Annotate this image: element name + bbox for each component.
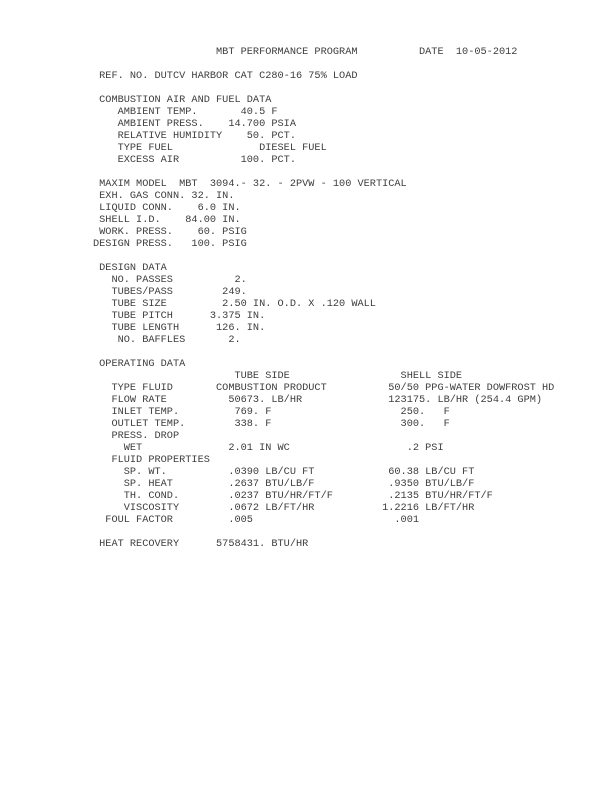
report-line: INLET TEMP. 769. F 250. F	[93, 406, 450, 418]
report-line: DESIGN DATA	[93, 262, 167, 274]
report-line: TYPE FLUID COMBUSTION PRODUCT 50/50 PPG-WATER DOWFROST HD	[93, 382, 555, 394]
report-line: AMBIENT TEMP. 40.5 F	[93, 106, 278, 118]
report-line: MBT PERFORMANCE PROGRAM DATE 10-05-2012	[93, 46, 518, 58]
report-line: COMBUSTION AIR AND FUEL DATA	[93, 94, 272, 106]
report-line	[93, 250, 554, 262]
report-line: TYPE FUEL DIESEL FUEL	[93, 142, 327, 154]
report-line	[93, 82, 554, 94]
report-line	[93, 526, 554, 538]
report-line: SP. WT. .0390 LB/CU FT 60.38 LB/CU FT	[93, 466, 475, 478]
report-line: NO. BAFFLES 2.	[93, 334, 241, 346]
report-line: PRESS. DROP	[93, 430, 180, 442]
report-line: WORK. PRESS. 60. PSIG	[93, 226, 247, 238]
report-line	[93, 166, 554, 178]
report-line: EXH. GAS CONN. 32. IN.	[93, 190, 235, 202]
report-line: TUBE LENGTH 126. IN.	[93, 322, 266, 334]
report-line: OUTLET TEMP. 338. F 300. F	[93, 418, 450, 430]
report-line	[93, 346, 554, 358]
report-line	[93, 58, 554, 70]
report-line: NO. PASSES 2.	[93, 274, 247, 286]
report-line: VISCOSITY .0672 LB/FT/HR 1.2216 LB/FT/HR	[93, 502, 475, 514]
report-line: LIQUID CONN. 6.0 IN.	[93, 202, 241, 214]
report-line: AMBIENT PRESS. 14.700 PSIA	[93, 118, 296, 130]
report-line: RELATIVE HUMIDITY 50. PCT.	[93, 130, 296, 142]
report-line: SP. HEAT .2637 BTU/LB/F .9350 BTU/LB/F	[93, 478, 475, 490]
report-line: REF. NO. DUTCV HARBOR CAT C280-16 75% LOAD	[93, 70, 358, 82]
report-line: SHELL I.D. 84.00 IN.	[93, 214, 241, 226]
report-line: EXCESS AIR 100. PCT.	[93, 154, 296, 166]
report-line: WET 2.01 IN WC .2 PSI	[93, 442, 444, 454]
report-line: HEAT RECOVERY 5758431. BTU/HR	[93, 538, 309, 550]
report-line: TUBE SIDE SHELL SIDE	[93, 370, 463, 382]
report-line: MAXIM MODEL MBT 3094.- 32. - 2PVW - 100 VERTICAL	[93, 178, 407, 190]
report-line: DESIGN PRESS. 100. PSIG	[93, 238, 247, 250]
report-line: OPERATING DATA	[93, 358, 186, 370]
report-line: TUBES/PASS 249.	[93, 286, 247, 298]
report-line: TUBE SIZE 2.50 IN. O.D. X .120 WALL	[93, 298, 376, 310]
report-line: FOUL FACTOR .005 .001	[93, 514, 420, 526]
report-line: FLUID PROPERTIES	[93, 454, 210, 466]
report-line: TH. COND. .0237 BTU/HR/FT/F .2135 BTU/HR/FT/F	[93, 490, 493, 502]
report-body	[93, 46, 554, 550]
report-line: FLOW RATE 50673. LB/HR 123175. LB/HR (254.4 GPM)	[93, 394, 543, 406]
report-line: TUBE PITCH 3.375 IN.	[93, 310, 266, 322]
